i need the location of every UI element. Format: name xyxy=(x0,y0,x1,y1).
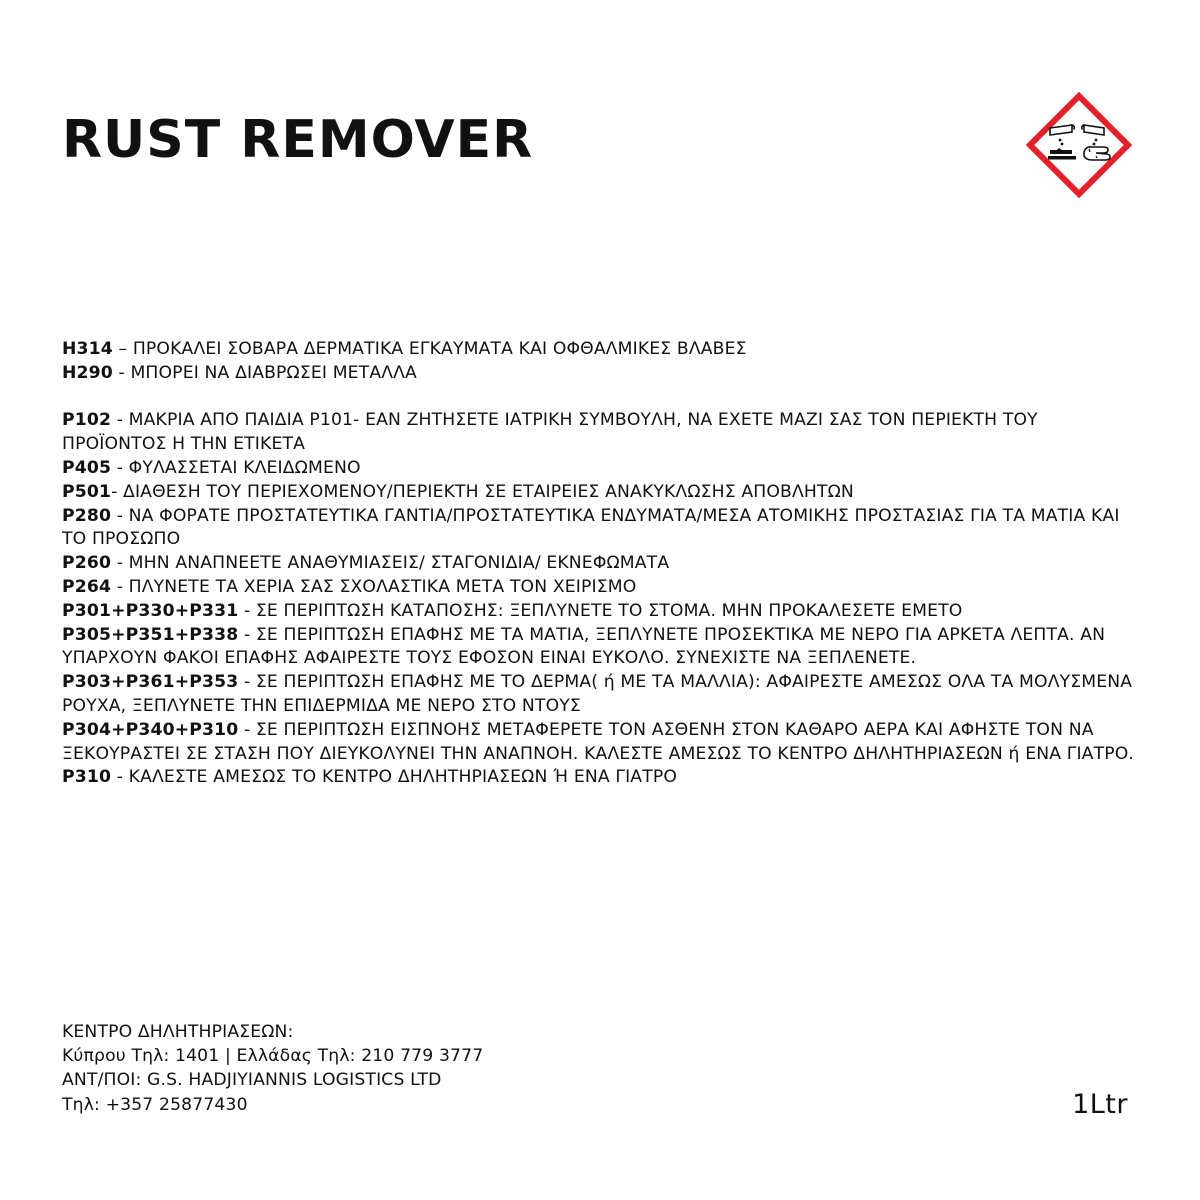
statement-code: P304+P340+P310 xyxy=(62,719,239,740)
statement-text: - ΣΕ ΠΕΡΙΠΤΩΣΗ ΕΠΑΦΗΣ ΜΕ ΤΟ ΔΕΡΜΑ( ή ΜΕ ΤΑ ΜΑΛΛΙΑ): ΑΦΑΙΡΕΣΤΕ ΑΜΕΣΩΣ ΟΛΑ ΤΑ ΜΟΛΥΣΜΕΝΑ ΡΟΥΧΑ, ΞΕΠΛΥΝΕΤΕ ΤΗΝ ΕΠΙΔΕΡΜΙΔΑ ΜΕ ΝΕΡΟ ΣΤΟ ΝΤΟΥΣ xyxy=(62,672,1133,716)
volume-label: 1Ltr xyxy=(1072,1089,1128,1120)
statement-text: - ΠΛΥΝΕΤΕ ΤΑ ΧΕΡΙΑ ΣΑΣ ΣΧΟΛΑΣΤΙΚΑ ΜΕΤΑ ΤΟΝ ΧΕΙΡΙΣΜΟ xyxy=(111,576,637,597)
statement-code: P305+P351+P338 xyxy=(62,624,239,645)
statement-code: P310 xyxy=(62,767,112,788)
statement-text: - ΜΠΟΡΕΙ ΝΑ ΔΙΑΒΡΩΣΕΙ ΜΕΤΑΛΛΑ xyxy=(112,362,417,383)
poison-center-label: ΚΕΝΤΡΟ ΔΗΛΗΤΗΡΙΑΣΕΩΝ: xyxy=(62,1022,294,1042)
statement-code: P280 xyxy=(62,505,112,526)
precaution-statement-p303-p361-p353 xyxy=(62,671,1142,719)
precaution-statement-p405 xyxy=(62,457,1142,481)
corrosion-hazard-pictogram xyxy=(1026,92,1132,198)
precaution-statement-p264 xyxy=(62,576,1142,600)
statement-text: - ΔΙΑΘΕΣΗ ΤΟΥ ΠΕΡΙΕΧΟΜΕΝΟΥ/ΠΕΡΙΕΚΤΗ ΣΕ ΕΤΑΙΡΕΙΕΣ ΑΝΑΚΥΚΛΩΣΗΣ ΑΠΟΒΛΗΤΩΝ xyxy=(111,481,854,502)
product-title: RUST REMOVER xyxy=(62,110,534,170)
precaution-statement-p304-p340-p310 xyxy=(62,719,1142,767)
poison-center-phones: Κύπρου Τηλ: 1401 | Ελλάδας Τηλ: 210 779 3777 xyxy=(62,1046,484,1067)
precaution-statement-p260 xyxy=(62,552,1142,576)
statement-code: H290 xyxy=(62,362,113,383)
precaution-statement-p301-p330-p331 xyxy=(62,600,1142,624)
statement-text: - ΜΑΚΡΙΑ ΑΠΟ ΠΑΙΔΙΑ P101- ΕΑΝ ΖΗΤΗΣΕΤΕ ΙΑΤΡΙΚΗ ΣΥΜΒΟΥΛΗ, ΝΑ ΕΧΕΤΕ ΜΑΖΙ ΣΑΣ ΤΟΝ ΠΕΡΙΕΚΤΗ ΤΟΥ ΠΡΟΪΟΝΤΟΣ Η ΤΗΝ ΕΤΙΚΕΤΑ xyxy=(62,410,1038,455)
corrosion-icon xyxy=(1026,92,1132,198)
distributor-name: ΑΝΤ/ΠΟΙ: G.S. HADJIYIANNIS LOGISTICS LTD xyxy=(62,1070,442,1091)
section-gap xyxy=(62,386,1142,410)
statement-code: P260 xyxy=(62,553,112,574)
precaution-statement-p280 xyxy=(62,505,1142,553)
precaution-statement-p501 xyxy=(62,481,1142,505)
statement-code: P102 xyxy=(62,410,112,431)
distributor-phone: Τηλ: +357 25877430 xyxy=(62,1094,248,1115)
statement-code: P303+P361+P353 xyxy=(62,672,239,693)
contact-footer xyxy=(62,1020,483,1117)
statement-text: - ΝΑ ΦΟΡΑΤΕ ΠΡΟΣΤΑΤΕΥΤΙΚΑ ΓΑΝΤΙΑ/ΠΡΟΣΤΑΤΕΥΤΙΚΑ ΕΝΔΥΜΑΤΑ/ΜΕΣΑ ΑΤΟΜΙΚΗΣ ΠΡΟΣΤΑΣΙΑΣ ΓΙΑ ΤΑ ΜΑΤΙΑ ΚΑΙ ΤΟ ΠΡΟΣΩΠΟ xyxy=(62,505,1120,550)
statement-code: P301+P330+P331 xyxy=(62,600,239,621)
statement-text: - ΣΕ ΠΕΡΙΠΤΩΣΗ ΕΙΣΠΝΟΗΣ ΜΕΤΑΦΕΡΕΤΕ ΤΟΝ ΑΣΘΕΝΗ ΣΤΟΝ ΚΑΘΑΡΟ ΑΕΡΑ ΚΑΙ ΑΦΗΣΤΕ ΤΟΝ ΝΑ ΞΕΚΟΥΡΑΣΤΕΙ ΣΕ ΣΤΑΣΗ ΠΟΥ ΔΙΕΥΚΟΛΥΝΕΙ ΤΗΝ ΑΝΑΠΝΟΗ. ΚΑΛΕΣΤΕ ΑΜΕΣΩΣ ΤΟ ΚΕΝΤΡΟ ΔΗΛΗΤΗΡΙΑΣΕΩΝ ή ΕΝΑ ΓΙΑΤΡΟ. xyxy=(62,719,1135,764)
precaution-statement-p310 xyxy=(62,766,1142,790)
statement-text: - ΦΥΛΑΣΣΕΤΑΙ ΚΛΕΙΔΩΜΕΝΟ xyxy=(111,457,361,478)
statement-code: P264 xyxy=(62,576,112,597)
statement-code: H314 xyxy=(62,339,113,359)
statement-text: – ΠΡΟΚΑΛΕΙ ΣΟΒΑΡΑ ΔΕΡΜΑΤΙΚΑ ΕΓΚΑΥΜΑΤΑ ΚΑΙ ΟΦΘΑΛΜΙΚΕΣ ΒΛΑΒΕΣ xyxy=(112,339,747,359)
statement-code: P501 xyxy=(62,481,112,502)
statement-text: - ΚΑΛΕΣΤΕ ΑΜΕΣΩΣ ΤΟ ΚΕΝΤΡΟ ΔΗΛΗΤΗΡΙΑΣΕΩΝ Ή ΕΝΑ ΓΙΑΤΡΟ xyxy=(111,767,678,788)
hazard-statements-block xyxy=(62,338,1142,790)
statement-code: P405 xyxy=(62,457,112,478)
precaution-statement-p305-p351-p338 xyxy=(62,624,1142,672)
hazard-statement-h290 xyxy=(62,362,1142,386)
precaution-statement-p102 xyxy=(62,409,1142,457)
statement-text: - ΣΕ ΠΕΡΙΠΤΩΣΗ ΕΠΑΦΗΣ ΜΕ ΤΑ ΜΑΤΙΑ, ΞΕΠΛΥΝΕΤΕ ΠΡΟΣΕΚΤΙΚΑ ΜΕ ΝΕΡΟ ΓΙΑ ΑΡΚΕΤΑ ΛΕΠΤΑ. ΑΝ ΥΠΑΡΧΟΥΝ ΦΑΚΟΙ ΕΠΑΦΗΣ ΑΦΑΙΡΕΣΤΕ ΤΟΥΣ ΕΦΟΣΟΝ ΕΙΝΑΙ ΕΥΚΟΛΟ. ΣΥΝΕΧΙΣΤΕ ΝΑ ΞΕΠΛΕΝΕΤΕ. xyxy=(62,624,1106,669)
hazard-statement-h314 xyxy=(62,338,1142,362)
statement-text: - ΣΕ ΠΕΡΙΠΤΩΣΗ ΚΑΤΑΠΟΣΗΣ: ΞΕΠΛΥΝΕΤΕ ΤΟ ΣΤΟΜΑ. ΜΗΝ ΠΡΟΚΑΛΕΣΕΤΕ ΕΜΕΤΟ xyxy=(238,600,963,621)
statement-text: - ΜΗΝ ΑΝΑΠΝΕΕΤΕ ΑΝΑΘΥΜΙΑΣΕΙΣ/ ΣΤΑΓΟΝΙΔΙΑ/ ΕΚΝΕΦΩΜΑΤΑ xyxy=(111,553,670,574)
